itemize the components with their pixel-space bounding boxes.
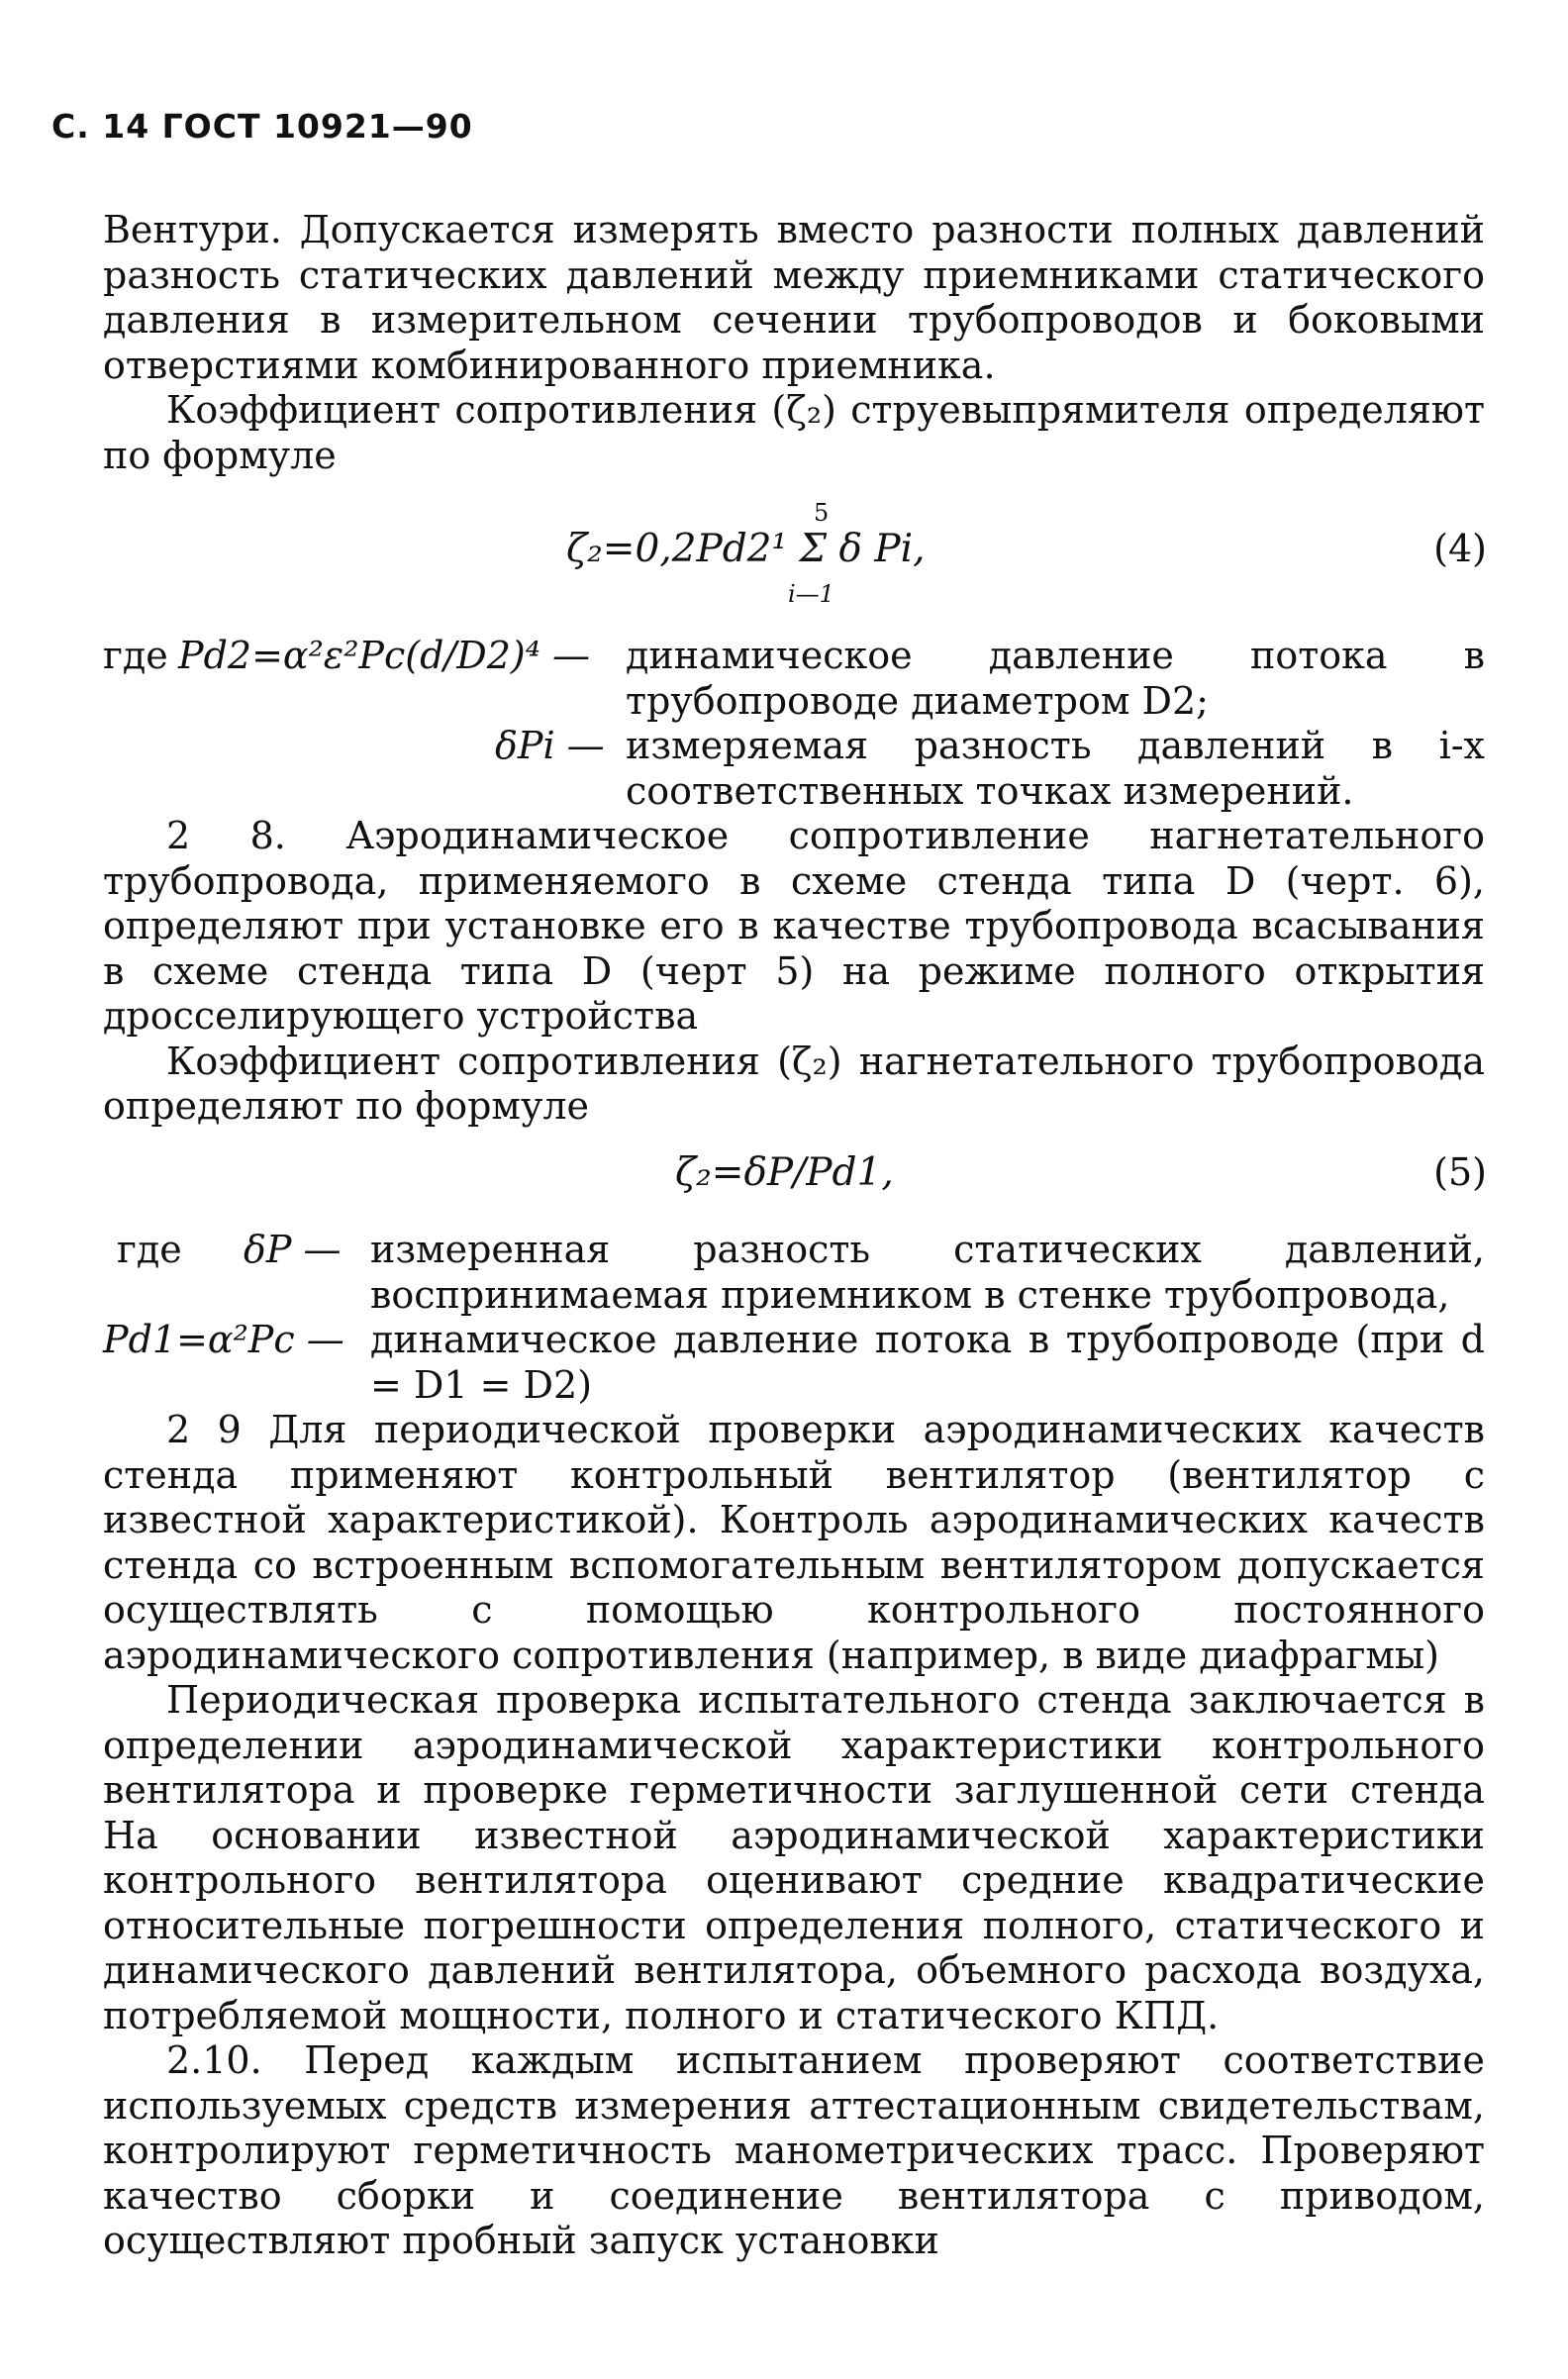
where-label: где <box>103 634 168 677</box>
definition-text-pd2: динамическое давление потока в трубопроводе диаметром D2; <box>626 634 1485 723</box>
text-block-1 <box>103 208 1485 478</box>
paragraph-2-10: 2.10. Перед каждым испытанием проверяют соответствие используемых средств измерения аттестационным свидетельствам, контролируют герметичность манометрических трасс. Проверяют качество сборки и соединение вентилятора с приводом, осуществляют пробный запуск установки <box>103 2038 1485 2262</box>
definition-text-dpi: измеряемая разность давлений в i-х соответственных точках измерений. <box>626 724 1485 813</box>
paragraph-periodic-check: Периодическая проверка испытательного стенда заключается в определении аэродинамической характеристики контрольного вентилятора и проверке герметичности заглушенной сети стенда На основании известной аэродинамической характеристики контрольного вентилятора оценивают средние квадратические относительные погрешности определения полного, статического и динамического давлений вентилятора, объемного расхода воздуха, потребляемой мощности, полного и статического КПД. <box>103 1678 1485 2037</box>
sum-upper-limit: 5 <box>814 499 830 527</box>
definition-text-pd1: динамическое давление потока в трубопроводе (при d = D1 = D2) <box>370 1318 1485 1407</box>
definition-label-dp: δP — <box>244 1228 342 1271</box>
where-block-5 <box>103 1228 1485 1406</box>
text-block-2 <box>103 814 1485 1130</box>
definition-label-dpi: δPi — <box>495 724 605 767</box>
where-label: где <box>117 1228 182 1271</box>
definition-label-pd1: Pd1=α²Pc — <box>103 1318 344 1361</box>
text-block-3 <box>103 1408 1485 2264</box>
equation-number-4: (4) <box>1433 527 1487 570</box>
page-header: С. 14 ГОСТ 10921—90 <box>51 107 473 146</box>
definition-label-pd2: Pd2=α²ε²Pc(d/D2)⁴ — <box>178 634 591 677</box>
where-block-4 <box>103 634 1485 812</box>
equation-number-5: (5) <box>1433 1150 1487 1194</box>
formula-4: ζ₂=0,2Pd2¹ Σ δ Pi, <box>566 527 926 571</box>
definition-text-dp: измеренная разность статических давлений, воспринимаемая приемником в стенке трубопровода, <box>370 1228 1485 1317</box>
paragraph-venturi: Вентури. Допускается измерять вместо разности полных давлений разность статических давлений между приемниками статического давления в измерительном сечении трубопроводов и боковыми отверстиями комбинированного приемника. <box>103 208 1485 387</box>
paragraph-2-8-coefficient: Коэффициент сопротивления (ζ₂) нагнетательного трубопровода определяют по формуле <box>103 1039 1485 1128</box>
paragraph-2-8: 2 8. Аэродинамическое сопротивление нагнетательного трубопровода, применяемого в схеме стенда типа D (черт. 6), определяют при установке его в качестве трубопровода всасывания в схеме стенда типа D (черт 5) на режиме полного открытия дросселирующего устройства <box>103 814 1485 1038</box>
formula-5: ζ₂=δP/Pd1, <box>675 1150 894 1195</box>
paragraph-coefficient-straightener: Коэффициент сопротивления (ζ₂) струевыпрямителя определяют по формуле <box>103 388 1485 477</box>
paragraph-2-9: 2 9 Для периодической проверки аэродинамических качеств стенда применяют контрольный вентилятор (вентилятор с известной характеристикой). Контроль аэродинамических качеств стенда со встроенным вспомогательным вентилятором допускается осуществлять с помощью контрольного постоянного аэродинамического сопротивления (например, в виде диафрагмы) <box>103 1408 1485 1677</box>
sum-lower-limit: i—1 <box>788 580 834 608</box>
